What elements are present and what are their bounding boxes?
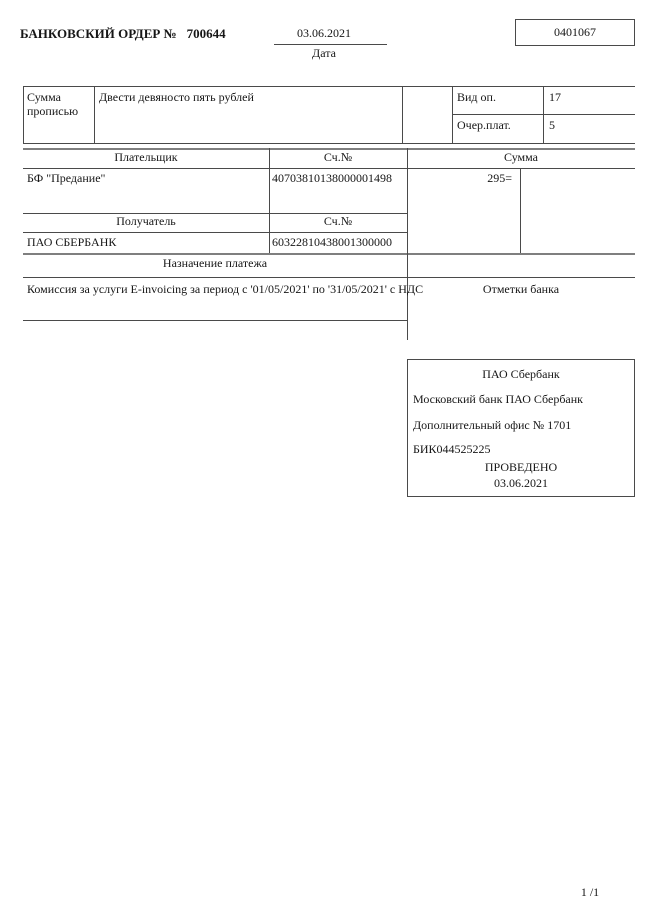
purpose-text: Комиссия за услуги E-invoicing за период с '01/05/2021' по '31/05/2021' с НДС [27,282,424,296]
date-underline [274,44,387,45]
document-title-label: БАНКОВСКИЙ ОРДЕР № [20,26,177,41]
stamp-bik: БИК044525225 [413,442,491,456]
sum-cell-divider [520,168,521,253]
bank-marks-header: Отметки банка [482,282,560,296]
priority-label: Очер.плат. [457,118,511,132]
document-title [20,26,226,42]
op-type-value-divider [543,86,544,143]
payer-header: Плательщик [114,150,178,164]
amount-words-value: Двести девяносто пять рублей [99,90,254,104]
amount-words-label: Сумма прописью [27,90,79,118]
payee-account-header: Сч.№ [323,214,353,228]
form-code-box: 0401067 [515,19,635,46]
payee-account: 60322810438001300000 [272,235,392,249]
stamp-status-date: 03.06.2021 [494,476,548,490]
stamp-status: ПРОВЕДЕНО [484,460,558,474]
amount-label-divider [94,86,95,143]
amount-table-bottom-border [23,143,635,144]
payee-name: ПАО СБЕРБАНК [27,235,117,249]
bank-stamp-box [407,359,635,497]
page-number: 1 /1 [580,885,600,899]
payer-account-header: Сч.№ [323,150,353,164]
payee-section-bottom-border [23,253,635,255]
purpose-row-bottom-border [23,320,407,321]
priority-value: 5 [549,118,555,132]
date-value: 03.06.2021 [297,26,351,40]
payee-header: Получатель [116,214,176,228]
sum-value: 295= [487,171,512,185]
purpose-header-bottom-border [23,277,635,278]
stamp-bank-name: ПАО Сбербанк [482,367,560,381]
payer-name: БФ "Предание" [27,171,106,185]
op-type-left-border [452,86,453,143]
op-type-value: 17 [549,90,561,104]
sum-header: Сумма [504,150,538,164]
stamp-branch: Московский банк ПАО Сбербанк [413,392,584,406]
amount-table-left-border [23,86,24,143]
payer-account: 40703810138000001498 [272,171,392,185]
payee-header-bottom-border [23,232,407,233]
stamp-office: Дополнительный офис № 1701 [413,418,572,432]
purpose-header: Назначение платежа [162,256,268,270]
order-number: 700644 [186,26,226,41]
date-caption: Дата [312,46,336,60]
payer-header-bottom-border [23,168,635,169]
op-type-label: Вид оп. [457,90,496,104]
amount-words-right-border [402,86,403,143]
